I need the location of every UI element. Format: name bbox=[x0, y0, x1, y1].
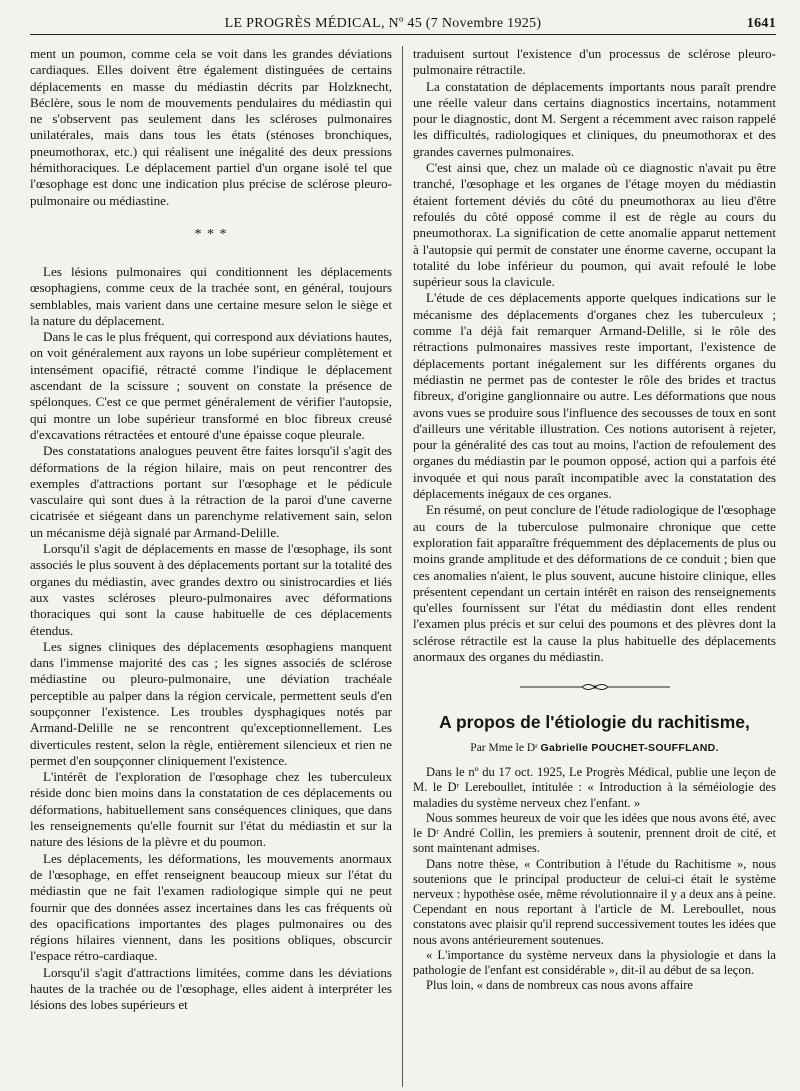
paragraph: Les lésions pulmonaires qui conditionnent les déplacements œsophagiens, comme ceux de la trachée sont, en général, toujours semblables, mais varient dans une certaine mesure selon le siège et la nature du déplacement. bbox=[30, 263, 392, 328]
paragraph: Dans notre thèse, « Contribution à l'étude du Rachitisme », nous soutenions que le principal producteur de celui-ci était le système nerveux : hypothèse osée, même révolutionnaire il y a deux ans à peine. Cependant en nous reportant à l'article de M. Lereboullet, nous constatons avec plaisir qu'il reprend successivement toutes les idées que nous avons antérieurement soutenues. bbox=[413, 856, 776, 947]
article-author bbox=[413, 741, 776, 755]
left-column bbox=[30, 46, 392, 1087]
paragraph: Les signes cliniques des déplacements œsophagiens manquent dans l'immense majorité des cas ; les signes associés de sclérose médiastine ou pleuro-pulmonaire, une déviation trachéale perceptible au palper dans la région cervicale, permettent seuls d'en soupçonner l'existence. Les troubles dysphagiques notés par Armand-Delille ne se rencontrent qu'exceptionnellement. Les diverticules restent, selon la règle, entièrement silencieux et rien ne permet d'en soupçonner cliniquement l'existence. bbox=[30, 638, 392, 768]
paragraph: En résumé, on peut conclure de l'étude radiologique de l'œsophage au cours de la tuberculose pulmonaire chronique que cette exploration fait apparaître fréquemment des déplacements de plus ou moins grande amplitude et des déformations de ce conduit ; bien que ces anomalies n'aient, le plus souvent, aucune histoire clinique, elles présentent cependant un certain intérêt en raison des renseignements qu'elles fournissent sur l'état du médiastin dont elles rendent l'examen plus précis et sur celui des poumons et des plèvres dont la sclérose rétractile est la cause la plus habituelle des déplacements anormaux des organes du médiastin. bbox=[413, 502, 776, 664]
paragraph: ment un poumon, comme cela se voit dans les grandes déviations cardiaques. Elles doivent être également distinguées de certains déplacements en masse du médiastin décrits par Holzknecht, Béclère, sous le nom de mouvements pendulaires du médiastin qui ne s'observent pas seulement dans les scléroses pulmonaires unilatérales, mais dans tous les états (sténoses bronchiques, pneumothorax, etc.) qui réalisent une inégalité des deux pressions hémithoraciques. Le déplacement partiel d'un organe isolé tel que l'œsophage est donc une indication plus précise de sclérose pleuro-pulmonaire ou médiastine. bbox=[30, 46, 392, 208]
paragraph: Lorsqu'il s'agit de déplacements en masse de l'œsophage, ils sont associés le plus souvent à des déplacements portant sur la totalité des organes du médiastin, avec grandes dextro ou sinistrocardies et liés aux vastes scléroses pleuro-pulmonaires avec déformations thoraciques qui sont la cause habituelle de ces déplacements étendus. bbox=[30, 541, 392, 638]
paragraph: L'intérêt de l'exploration de l'œsophage chez les tuberculeux réside donc bien moins dans la constatation de ces déplacements ou déformations, habituellement sans conséquences cliniques, que dans les renseignements qu'elle fournit sur l'état du médiastin et sur la nature des lésions de la plèvre et du poumon. bbox=[30, 769, 392, 850]
paragraph: Des constatations analogues peuvent être faites lorsqu'il s'agit des déformations de la région hilaire, mais on peut rencontrer des exemples d'attractions portant sur l'œsophage et le pédicule vasculaire qui sont dues à la rétraction de la paroi d'une caverne cicatrisée et siégeant dans un parenchyme relativement sain, selon un mécanisme déjà signalé par Armand-Delille. bbox=[30, 443, 392, 540]
column-rule bbox=[402, 46, 403, 1087]
paragraph: La constatation de déplacements importants nous paraît prendre une réelle valeur dans certains diagnostics incertains, notamment pour le diagnostic, dont M. Sergent a récemment avec raison rappelé les difficultés, radiologiques et cliniques, du pneumothorax et des grandes cavernes pulmonaires. bbox=[413, 78, 776, 159]
paragraph: Dans le cas le plus fréquent, qui correspond aux déviations hautes, on voit généralement aux rayons un lobe supérieur complètement et intensément opacifié, rétracté comme l'indique le déplacement ascendant de la scissure ; souvent on constate la présence de spélonques. C'est ce que permet généralement de vérifier l'autopsie, qui montre un lobe supérieur transformé en bloc fibreux creusé d'excavations rétractées et entouré d'une épaisse coque pleurale. bbox=[30, 329, 392, 442]
paragraph: traduisent surtout l'existence d'un processus de sclérose pleuro-pulmonaire rétractile. bbox=[413, 46, 776, 78]
paragraph: Dans le nº du 17 oct. 1925, Le Progrès Médical, publie une leçon de M. le Dʳ Lereboullet, intitulée : « Introduction à la séméiologie des maladies du système nerveux chez l'enfant. » bbox=[413, 765, 776, 810]
paragraph: Nous sommes heureux de voir que les idées que nous avons été, avec le Dʳ André Collin, les premiers à soutenir, prennent droit de cité, et sont maintenant admises. bbox=[413, 810, 776, 856]
page-number: 1641 bbox=[746, 16, 776, 31]
paragraph: Lorsqu'il s'agit d'attractions limitées, comme dans les déviations hautes de la trachée ou de l'œsophage, elles aident à interpréter les lésions des lobes supérieurs et bbox=[30, 964, 392, 1013]
ornament-divider-icon bbox=[520, 681, 670, 693]
paragraph: « L'importance du système nerveux dans la physiologie et dans la pathologie de l'enfant est considérable », dit-il au début de sa leçon. bbox=[413, 947, 776, 977]
article-body bbox=[413, 765, 776, 993]
journal-title: LE PROGRÈS MÉDICAL, Nº 45 (7 Novembre 1925) bbox=[224, 16, 542, 31]
article-title: A propos de l'étiologie du rachitisme, bbox=[439, 712, 750, 733]
author-prefix: Par Mme le Dʳ bbox=[470, 742, 538, 755]
section-separator: * * * bbox=[194, 226, 228, 242]
two-column-body bbox=[30, 46, 776, 1087]
author-name: Gabrielle POUCHET-SOUFFLAND. bbox=[540, 742, 719, 755]
running-header bbox=[30, 6, 776, 35]
right-column bbox=[413, 46, 776, 1087]
paragraph: L'étude de ces déplacements apporte quelques indications sur le mécanisme des déplacements d'organes chez les tuberculeux ; comme l'a déjà fait remarquer Armand-Delille, si le rôle des rétractions pulmonaires massives reste important, l'existence de déplacements portant inégalement sur les différents organes du médiastin ne permet pas de contester le rôle des brides et tractus fibreux, d'origine ganglionnaire ou autre. Les déformations que nous avons vues se produire sous l'influence des secousses de toux en sont d'ailleurs une véritable illustration. Ces notions autorisent à rejeter, pour la généralité des cas tout au moins, l'action de refoulement des organes du médiastin par le poumon opposé, action qui a parfois été invoquée et qui nous paraît incompatible avec la constatation des déplacements inégaux de ces organes. bbox=[413, 290, 776, 502]
paragraph: C'est ainsi que, chez un malade où ce diagnostic n'avait pu être tranché, l'œsophage et les organes de l'étage moyen du médiastin étaient fortement déviés du côté du pneumothorax au lieu d'être refoulés du côté opposé comme il est de règle au cours du pneumothorax. La signification de cette anomalie apparut nettement à l'autopsie qui permit de constater une énorme caverne, occupant la totalité du lobe inférieur du poumon, qui avait refoulé le lobe supérieur sous la clavicule. bbox=[413, 160, 776, 290]
paragraph: Les déplacements, les déformations, les mouvements anormaux de l'œsophage, en effet renseignent beaucoup mieux sur l'état du médiastin que ne fait l'examen radiologique simple qui ne peut fournir que des données assez incertaines dans les cas fréquents où des opacifications importantes des plages pulmonaires ou des régions hilaires viennent, dans les positions obliques, obscurcir l'espace rétro-cardiaque. bbox=[30, 850, 392, 964]
paragraph: Plus loin, « dans de nombreux cas nous avons affaire bbox=[426, 978, 693, 993]
